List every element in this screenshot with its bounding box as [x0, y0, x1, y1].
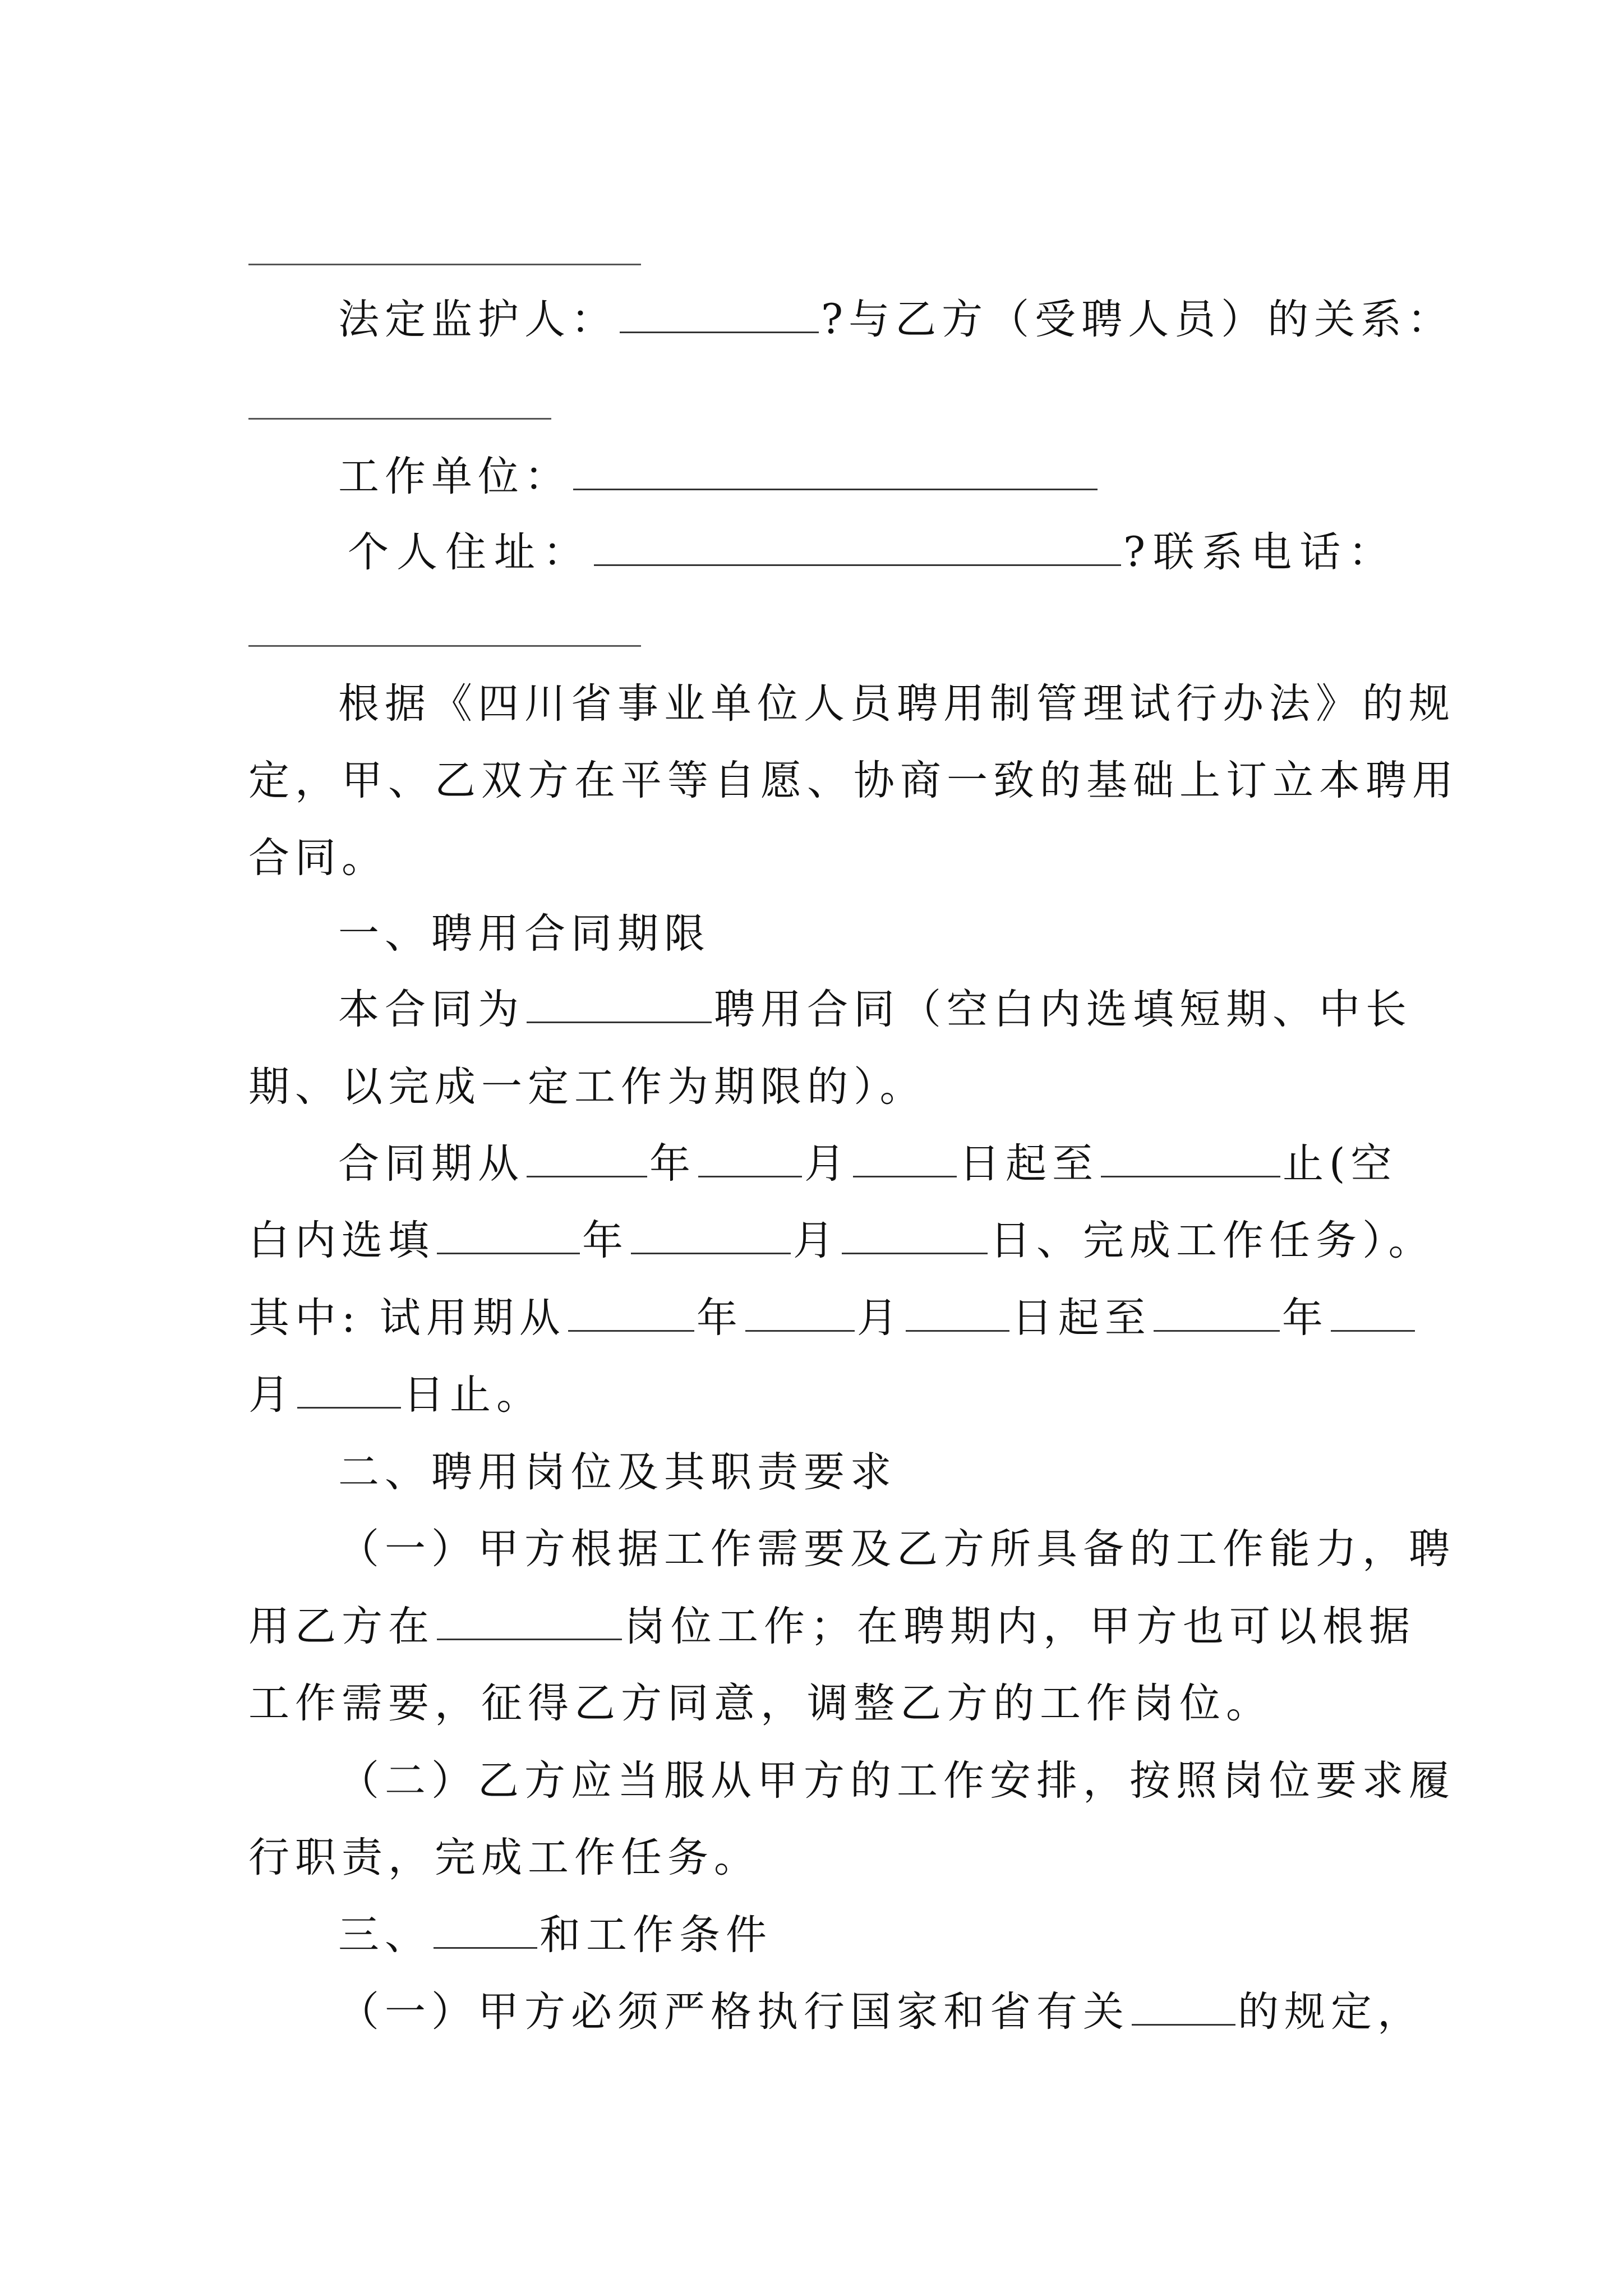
paragraph-line [248, 1213, 1435, 1269]
text-span: 的规定， [1238, 1988, 1424, 2036]
text-span: 日止。 [403, 1371, 543, 1419]
address-line [348, 524, 1398, 581]
work-unit-blank[interactable] [573, 454, 1098, 490]
date-blank[interactable] [698, 1141, 802, 1177]
text-span: 白内选填 [248, 1217, 435, 1264]
section-heading [338, 1907, 1393, 1963]
paragraph-line: （二）乙方应当服从甲方的工作安排，按照岗位要求履 [338, 1757, 1455, 1805]
paragraph-line [248, 1367, 1393, 1423]
paragraph-line: 工作需要，征得乙方同意，调整乙方的工作岗位。 [248, 1680, 1272, 1727]
text-span: 日起至 [959, 1140, 1099, 1188]
phone-label: ?联系电话： [1123, 528, 1398, 576]
text-span: 用乙方在 [248, 1603, 435, 1650]
paragraph-line [248, 1599, 1415, 1655]
text-span: 合同期从 [338, 1140, 524, 1188]
paragraph-line: 期、以完成一定工作为期限的）。 [248, 1063, 926, 1111]
guardian-label: 法定监护人： [338, 296, 617, 343]
text-span: 年 [582, 1217, 629, 1264]
text-span: 止(空 [1283, 1140, 1398, 1188]
paragraph-line: 行职责，完成工作任务。 [248, 1834, 760, 1881]
preamble-line: 根据《四川省事业单位人员聘用制管理试行办法》的规 [338, 680, 1455, 728]
text-span: 月 [793, 1217, 840, 1264]
text-span: （一）甲方必须严格执行国家和省有关 [338, 1988, 1129, 2036]
date-blank[interactable] [745, 1295, 855, 1332]
section-heading: 二、聘用岗位及其职责要求 [338, 1448, 897, 1496]
heading-blank[interactable] [434, 1912, 537, 1949]
guardian-line [338, 292, 1454, 348]
text-span: 月 [248, 1371, 295, 1419]
text-span: 日、完成工作任务）。 [990, 1217, 1435, 1264]
blank-line [248, 418, 551, 420]
date-blank[interactable] [1154, 1295, 1280, 1332]
paragraph-line [248, 1290, 1393, 1346]
date-blank[interactable] [527, 1141, 647, 1177]
blank-line [248, 264, 641, 265]
text-span: 其中: 试用期从 [248, 1294, 566, 1342]
text-span: 月 [804, 1140, 851, 1188]
date-blank[interactable] [906, 1295, 1009, 1332]
text-span: 岗位工作；在聘期内，甲方也可以根据 [624, 1603, 1415, 1650]
regulation-blank[interactable] [1132, 1989, 1235, 2026]
date-blank[interactable] [1101, 1141, 1280, 1177]
section-heading: 一、聘用合同期限 [338, 910, 711, 958]
work-unit-line [338, 449, 1393, 505]
relation-label: ?与乙方（受聘人员）的关系： [821, 296, 1454, 343]
work-unit-label: 工作单位： [338, 453, 571, 500]
paragraph-line [338, 982, 1412, 1038]
guardian-blank[interactable] [620, 297, 819, 333]
text-span: 月 [856, 1294, 903, 1342]
text-span: 日起至 [1011, 1294, 1151, 1342]
blank-line [248, 645, 641, 647]
date-blank[interactable] [842, 1218, 988, 1254]
date-blank[interactable] [297, 1372, 401, 1409]
paragraph-line: （一）甲方根据工作需要及乙方所具备的工作能力，聘 [338, 1525, 1455, 1573]
address-label: 个人住址： [348, 528, 592, 576]
text-span: 年 [1281, 1294, 1329, 1342]
contract-type-blank[interactable] [527, 987, 712, 1023]
text-span: 三、 [338, 1911, 431, 1959]
text-span: 聘用合同（空白内选填短期、中长 [714, 986, 1412, 1033]
text-span: 年 [649, 1140, 696, 1188]
date-blank[interactable] [568, 1295, 694, 1332]
date-blank[interactable] [1331, 1295, 1415, 1332]
preamble-line: 定，甲、乙双方在平等自愿、协商一致的基础上订立本聘用 [248, 757, 1459, 804]
paragraph-line [338, 1136, 1398, 1192]
text-span: 和工作条件 [540, 1911, 772, 1959]
date-blank[interactable] [437, 1218, 580, 1254]
address-blank[interactable] [594, 530, 1121, 566]
date-blank[interactable] [631, 1218, 791, 1254]
text-span: 年 [696, 1294, 743, 1342]
position-blank[interactable] [437, 1604, 622, 1640]
text-span: 本合同为 [338, 986, 524, 1033]
preamble-line: 合同。 [248, 834, 388, 882]
paragraph-line [338, 1984, 1424, 2040]
date-blank[interactable] [853, 1141, 957, 1177]
